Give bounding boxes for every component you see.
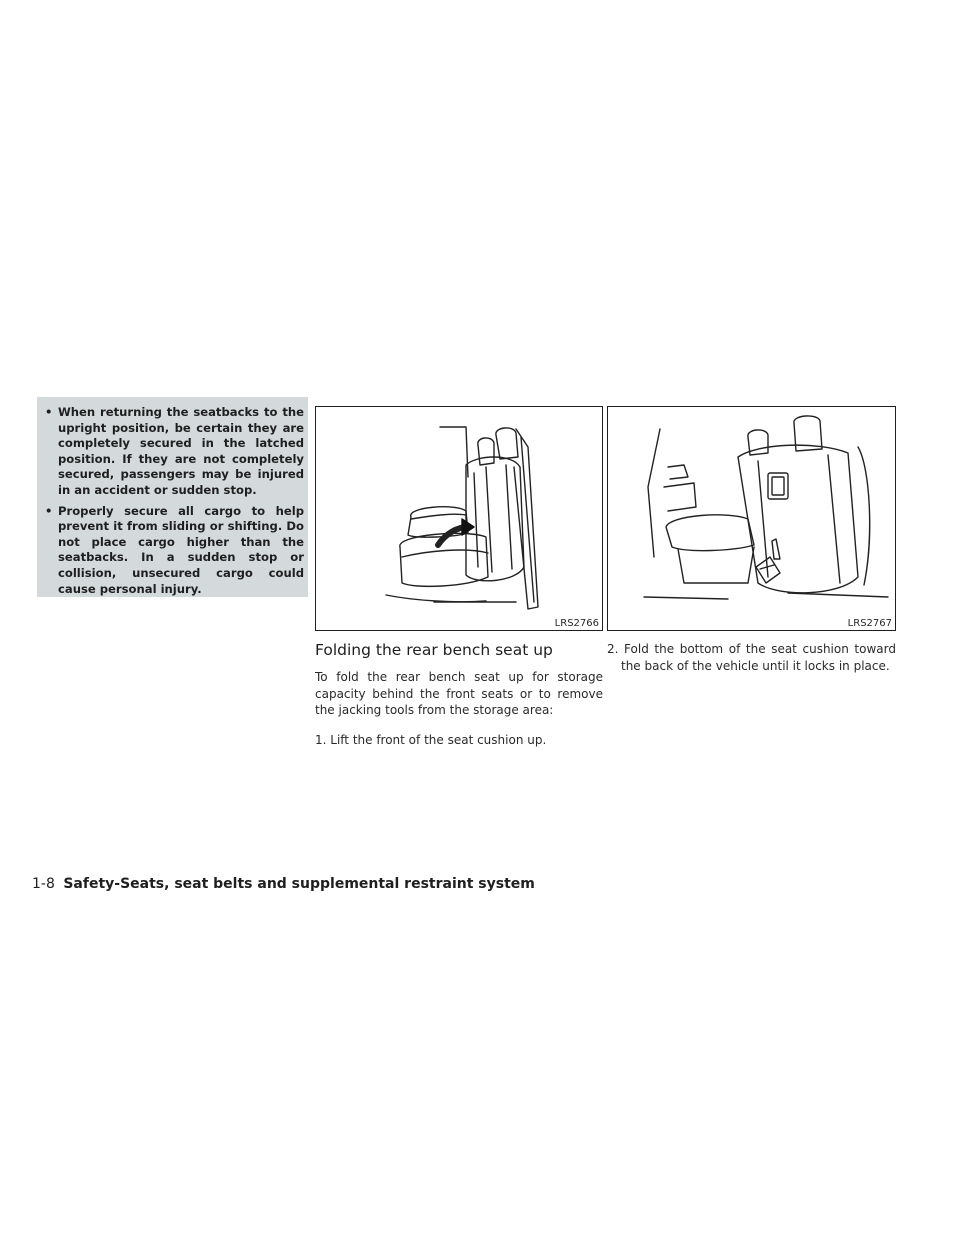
intro-paragraph: To fold the rear bench seat up for storage capacity behind the front seats or to remove the jacking tools from the storage area: — [315, 670, 603, 717]
chapter-title: Safety-Seats, seat belts and supplemental restraint system — [63, 876, 535, 892]
step-2: 2. Fold the bottom of the seat cushion toward the back of the vehicle until it locks in place. — [607, 642, 896, 673]
section-heading: Folding the rear bench seat up — [315, 641, 553, 659]
warning-box — [37, 397, 308, 597]
figure-label: LRS2767 — [847, 618, 892, 629]
seat-cushion-folded-illustration — [608, 407, 897, 632]
warning-text: When returning the seatbacks to the upright position, be certain they are completely secured in the latched position. If they are not completely secured, passengers may be injured in an accident or sudden stop. — [58, 405, 304, 497]
figure-label: LRS2766 — [554, 618, 599, 629]
bullet-icon: • — [45, 503, 53, 518]
warning-list — [37, 397, 308, 597]
bullet-icon: • — [45, 405, 53, 419]
figure-seat-cushion-folded — [607, 406, 896, 631]
seat-cushion-lift-illustration — [316, 407, 604, 632]
warning-item — [45, 405, 304, 499]
step-1: 1. Lift the front of the seat cushion up. — [315, 733, 547, 747]
figure-seat-cushion-lift — [315, 406, 603, 631]
warning-item — [45, 503, 304, 598]
page-number: 1-8 — [32, 876, 55, 892]
warning-text: Properly secure all cargo to help prevent it from sliding or shifting. Do not place cargo higher than the seatbacks. In a sudden stop or collision, unsecured cargo could cause personal injury. — [58, 503, 304, 596]
page-footer — [32, 876, 535, 892]
